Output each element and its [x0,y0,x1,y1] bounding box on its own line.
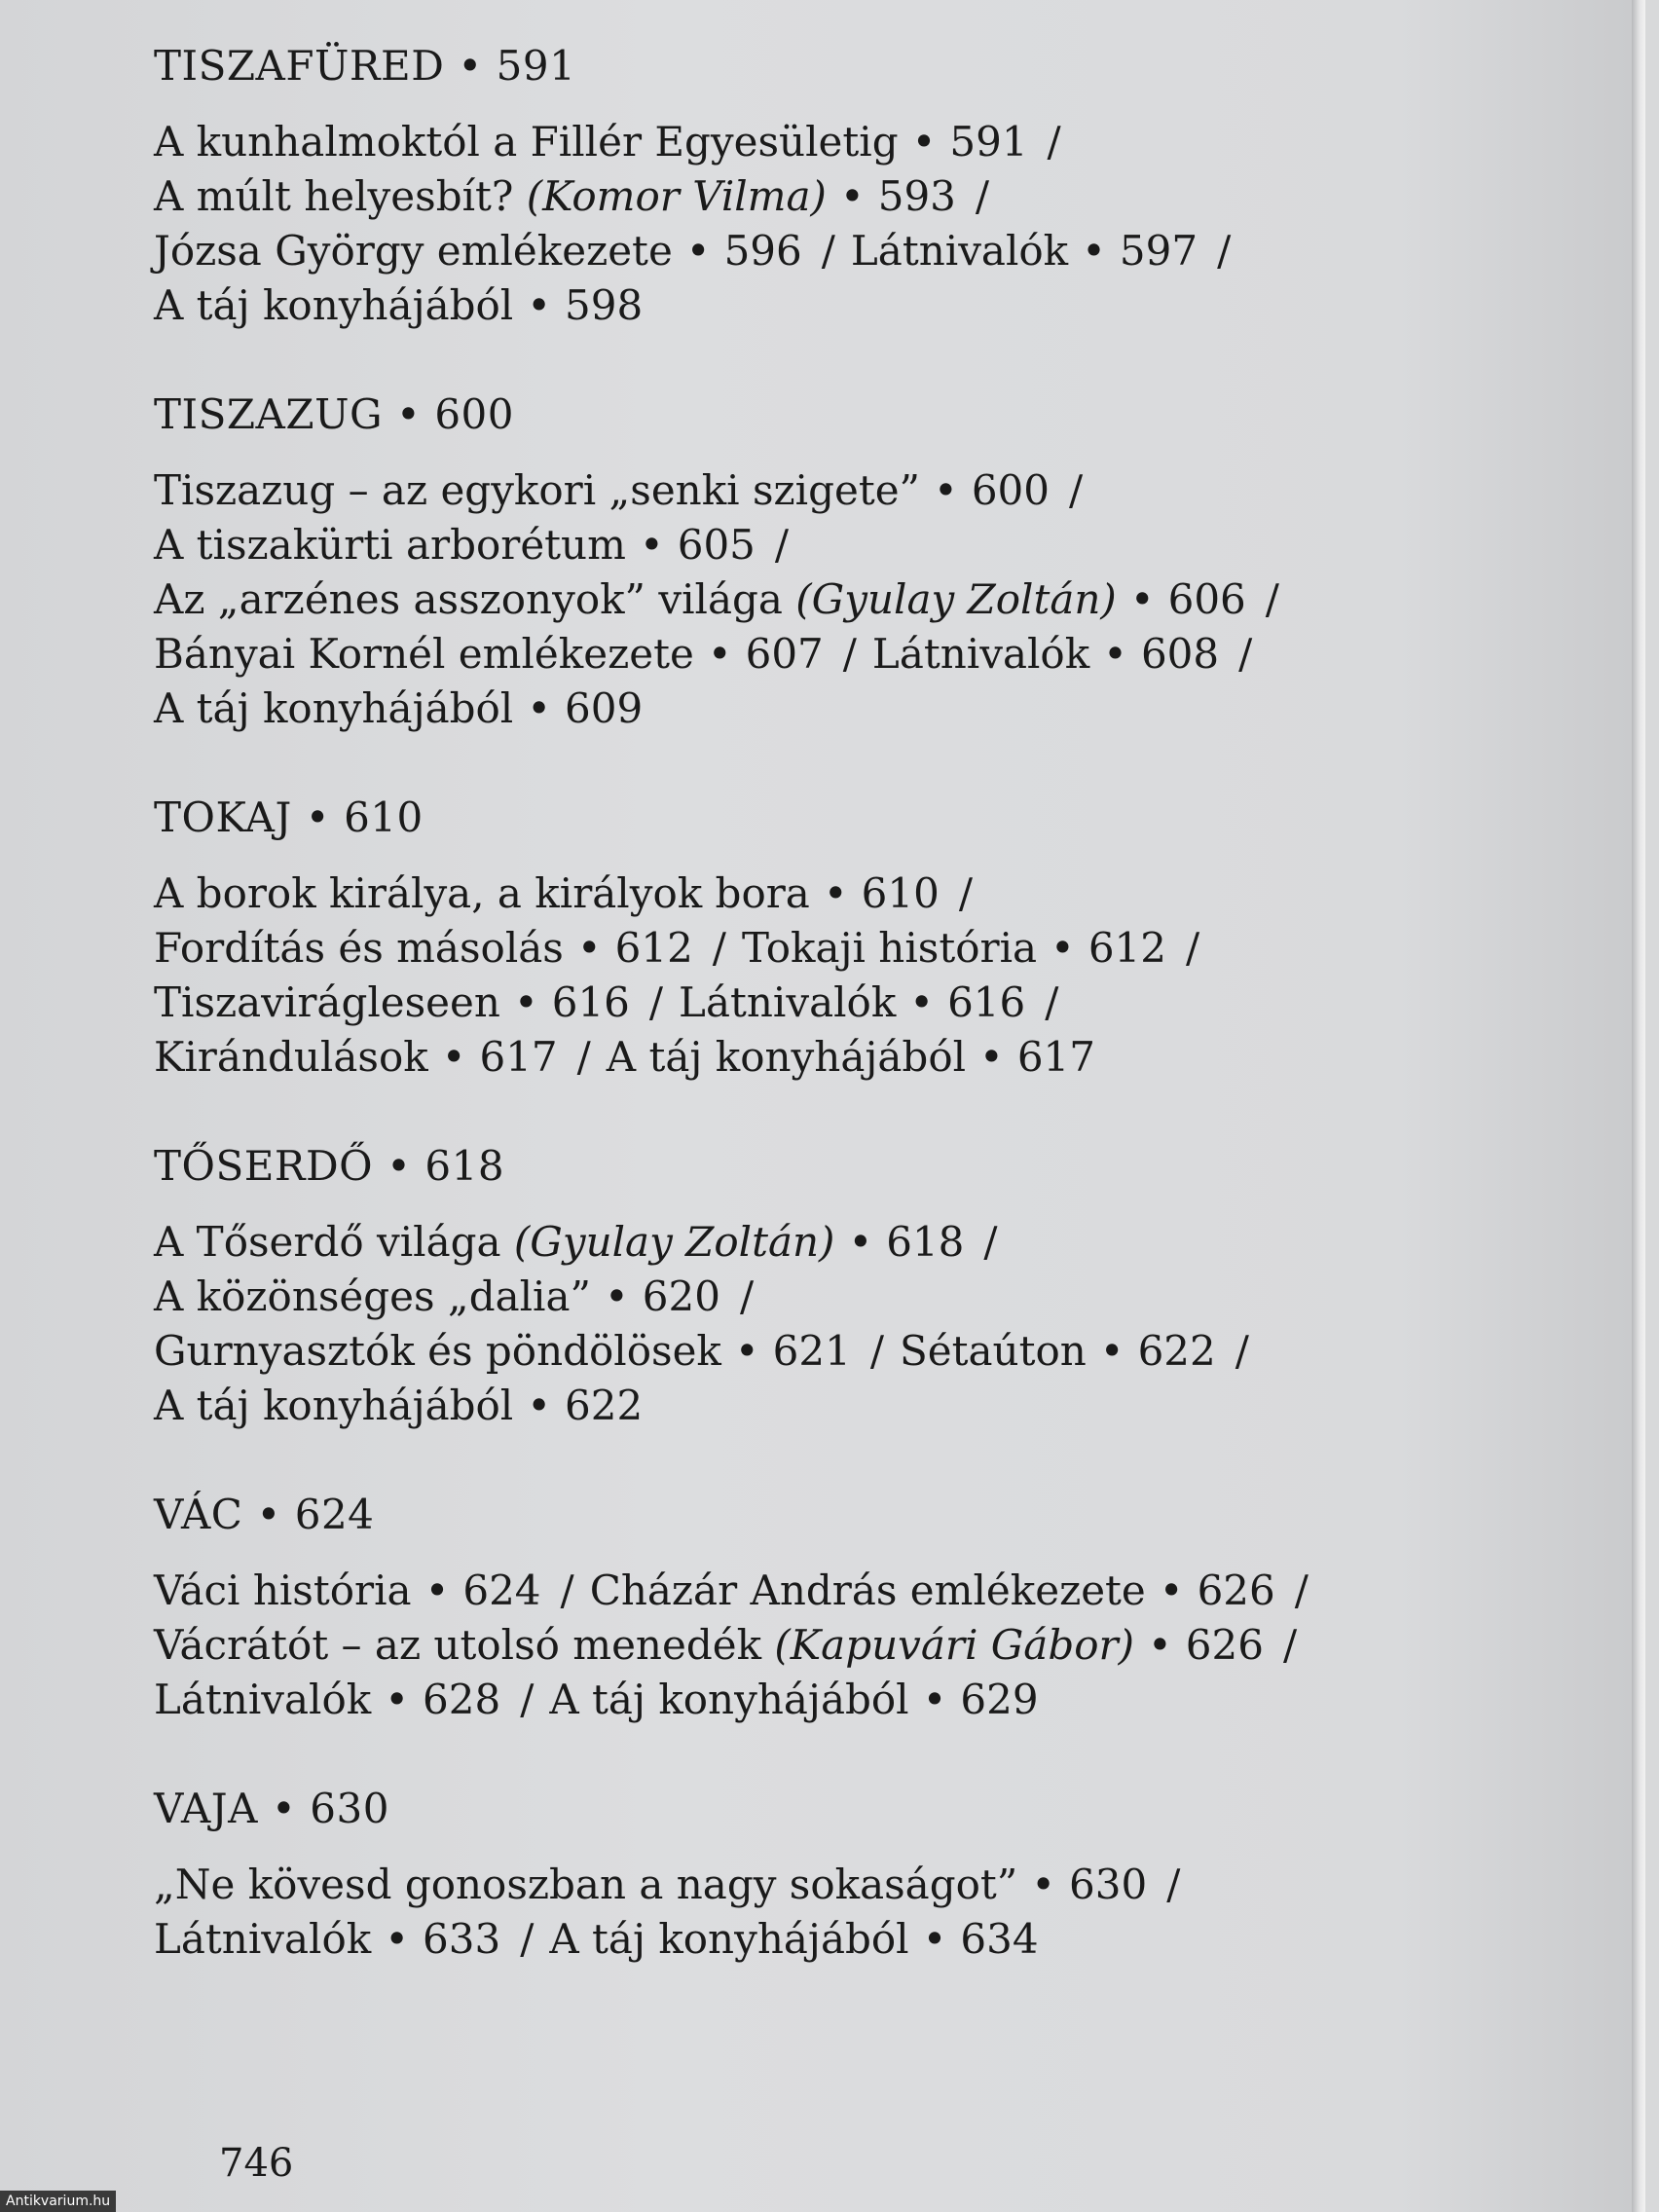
entry-title: Józsa György emlékezete [154,227,673,275]
section-title: TŐSERDŐ [154,1142,374,1190]
entry-page: 618 [886,1218,965,1266]
slash-separator: / [1282,1621,1298,1669]
bullet-separator: • [922,1676,947,1723]
section-page: 591 [496,42,576,90]
section-title: TISZAZUG [154,390,384,438]
bullet-separator: • [707,630,732,678]
bullet-separator: • [909,978,935,1026]
entry-title: Sétaúton [899,1327,1087,1375]
entry-title: Gurnyasztók és pöndölösek [154,1327,721,1375]
toc-line [154,1673,1419,1727]
bullet-separator: • [385,1915,410,1963]
entry-page: 610 [861,869,940,917]
entry-page: 605 [677,521,756,569]
slash-separator: / [1238,630,1253,678]
bullet-separator: • [513,978,538,1026]
slash-separator: / [576,1033,591,1081]
toc-line [154,1379,1419,1433]
bullet-separator: • [527,1382,552,1429]
entry-page: 591 [949,118,1028,166]
section-page: 600 [434,390,514,438]
entry-page: 630 [1069,1861,1148,1908]
entry-page: 598 [565,281,644,329]
entry-title: „Ne kövesd gonoszban a nagy sokaságot” [154,1861,1018,1908]
slash-separator: / [1294,1567,1309,1614]
entry-title: Kirándulások [154,1033,428,1081]
bullet-separator: • [1159,1567,1184,1614]
page-edge [1632,0,1645,2212]
slash-separator: / [1186,924,1200,972]
slash-separator: / [842,630,857,678]
slash-separator: / [1235,1327,1249,1375]
entry-page: 609 [565,684,644,732]
entry-title: A táj konyhájából [154,281,514,329]
toc-line [154,1618,1419,1673]
toc-line [154,921,1419,976]
entry-page: 612 [614,924,693,972]
bullet-separator: • [1129,575,1155,623]
toc-section [154,1782,1419,1967]
bullet-separator: • [605,1272,629,1320]
toc-line [154,1030,1419,1085]
toc-section [154,39,1419,333]
bullet-separator: • [256,1491,281,1538]
bullet-separator: • [685,227,711,275]
entry-title: Fordítás és másolás [154,924,564,972]
entry-title: A táj konyhájából [154,1382,514,1429]
entry-title: A borok királya, a királyok bora [154,869,810,917]
entry-page: 617 [1016,1033,1095,1081]
bullet-separator: • [848,1218,873,1266]
bullet-separator: • [458,42,483,90]
bullet-separator: • [1099,1327,1124,1375]
bullet-separator: • [387,1142,412,1190]
toc-section [154,1488,1419,1727]
toc-line [154,224,1419,278]
toc-line [154,682,1419,736]
toc-section [154,1139,1419,1433]
section-title: VAJA [154,1785,258,1832]
bullet-separator: • [305,793,331,841]
bullet-separator: • [424,1567,450,1614]
watermark: Antikvarium.hu [0,2191,116,2212]
entry-page: 600 [971,466,1050,514]
entry-title: Vácrátót – az utolsó menedék [154,1621,775,1669]
toc-line [154,627,1419,682]
bullet-separator: • [911,118,937,166]
bullet-separator: • [441,1033,466,1081]
section-heading [154,1488,1419,1542]
entry-title: A Tőserdő világa [154,1218,514,1266]
entry-author: (Kapuvári Gábor) [774,1621,1134,1669]
entry-page: 616 [947,978,1026,1026]
toc-line [154,1324,1419,1379]
slash-separator: / [1045,978,1059,1026]
entry-title: A táj konyhájából [549,1676,909,1723]
slash-separator: / [648,978,664,1026]
entry-page: 596 [723,227,802,275]
toc-section [154,791,1419,1085]
entry-page: 622 [1137,1327,1216,1375]
entry-page: 620 [642,1272,720,1320]
section-heading [154,387,1419,442]
section-page: 624 [294,1491,375,1538]
entry-author: (Gyulay Zoltán) [795,575,1117,623]
toc-line [154,866,1419,921]
slash-separator: / [739,1272,755,1320]
bullet-separator: • [639,521,664,569]
toc-line [154,1858,1419,1912]
toc-line [154,518,1419,572]
entry-title: A táj konyhájából [606,1033,967,1081]
slash-separator: / [1265,575,1279,623]
bullet-separator: • [1103,630,1127,678]
bullet-separator: • [1147,1621,1172,1669]
page-number: 746 [219,2141,294,2186]
entry-page: 612 [1088,924,1166,972]
bullet-separator: • [1031,1861,1056,1908]
toc-line [154,1215,1419,1270]
toc-line [154,115,1419,169]
bullet-separator: • [527,684,552,732]
slash-separator: / [869,1327,884,1375]
bullet-separator: • [271,1785,297,1832]
entry-page: 626 [1185,1621,1264,1669]
section-title: TOKAJ [154,793,292,841]
entry-title: A múlt helyesbít? [154,172,527,220]
entry-page: 621 [772,1327,851,1375]
bullet-separator: • [839,172,865,220]
entry-page: 597 [1119,227,1198,275]
entry-page: 626 [1197,1567,1275,1614]
table-of-contents [154,39,1419,2021]
bullet-separator: • [922,1915,947,1963]
slash-separator: / [983,1218,998,1266]
entry-title: Látnivalók [154,1915,372,1963]
entry-page: 634 [960,1915,1039,1963]
entry-title: A tiszakürti arborétum [154,521,626,569]
entry-title: Látnivalók [871,630,1090,678]
bullet-separator: • [396,390,422,438]
entry-title: Látnivalók [679,978,897,1026]
entry-page: 607 [745,630,824,678]
slash-separator: / [975,172,990,220]
slash-separator: / [1217,227,1232,275]
bullet-separator: • [1051,924,1075,972]
entry-title: Váci história [154,1567,412,1614]
entry-page: 608 [1140,630,1220,678]
toc-line [154,169,1419,224]
bullet-separator: • [823,869,848,917]
toc-section [154,387,1419,736]
bullet-separator: • [385,1676,410,1723]
slash-separator: / [1047,118,1061,166]
bullet-separator: • [979,1033,1004,1081]
bullet-separator: • [734,1327,759,1375]
entry-title: A közönséges „dalia” [154,1272,591,1320]
entry-title: Tiszavirágleseen [154,978,500,1026]
bullet-separator: • [934,466,958,514]
slash-separator: / [712,924,726,972]
section-title: VÁC [154,1491,243,1538]
toc-line [154,976,1419,1030]
entry-page: 622 [565,1382,644,1429]
entry-page: 633 [423,1915,501,1963]
entry-title: A táj konyhájából [549,1915,909,1963]
section-page: 618 [424,1142,505,1190]
section-heading [154,791,1419,845]
section-heading [154,1139,1419,1194]
slash-separator: / [821,227,835,275]
entry-title: Tiszazug – az egykori „senki szigete” [154,466,921,514]
section-heading [154,1782,1419,1836]
slash-separator: / [1068,466,1084,514]
section-page: 610 [344,793,424,841]
slash-separator: / [520,1915,535,1963]
slash-separator: / [560,1567,574,1614]
entry-title: Tokaji história [741,924,1038,972]
slash-separator: / [520,1676,535,1723]
entry-author: (Komor Vilma) [526,172,827,220]
entry-page: 629 [960,1676,1039,1723]
slash-separator: / [774,521,790,569]
entry-title: Cházár András emlékezete [589,1567,1146,1614]
toc-line [154,1270,1419,1324]
entry-title: A kunhalmoktól a Fillér Egyesületig [154,118,899,166]
bullet-separator: • [527,281,552,329]
toc-line [154,278,1419,333]
section-heading [154,39,1419,93]
entry-page: 628 [423,1676,501,1723]
toc-line [154,1912,1419,1967]
bullet-separator: • [1082,227,1106,275]
entry-title: Az „arzénes asszonyok” világa [154,575,796,623]
entry-page: 624 [462,1567,541,1614]
bullet-separator: • [576,924,602,972]
entry-title: Látnivalók [850,227,1069,275]
toc-line [154,463,1419,518]
section-page: 630 [310,1785,389,1832]
entry-author: (Gyulay Zoltán) [513,1218,835,1266]
toc-line [154,572,1419,627]
entry-title: A táj konyhájából [154,684,514,732]
entry-page: 606 [1167,575,1246,623]
entry-page: 593 [877,172,956,220]
toc-line [154,1564,1419,1618]
slash-separator: / [1166,1861,1181,1908]
entry-page: 617 [479,1033,558,1081]
entry-page: 616 [551,978,630,1026]
section-title: TISZAFÜRED [154,42,445,90]
slash-separator: / [958,869,973,917]
entry-title: Bányai Kornél emlékezete [154,630,694,678]
entry-title: Látnivalók [154,1676,372,1723]
